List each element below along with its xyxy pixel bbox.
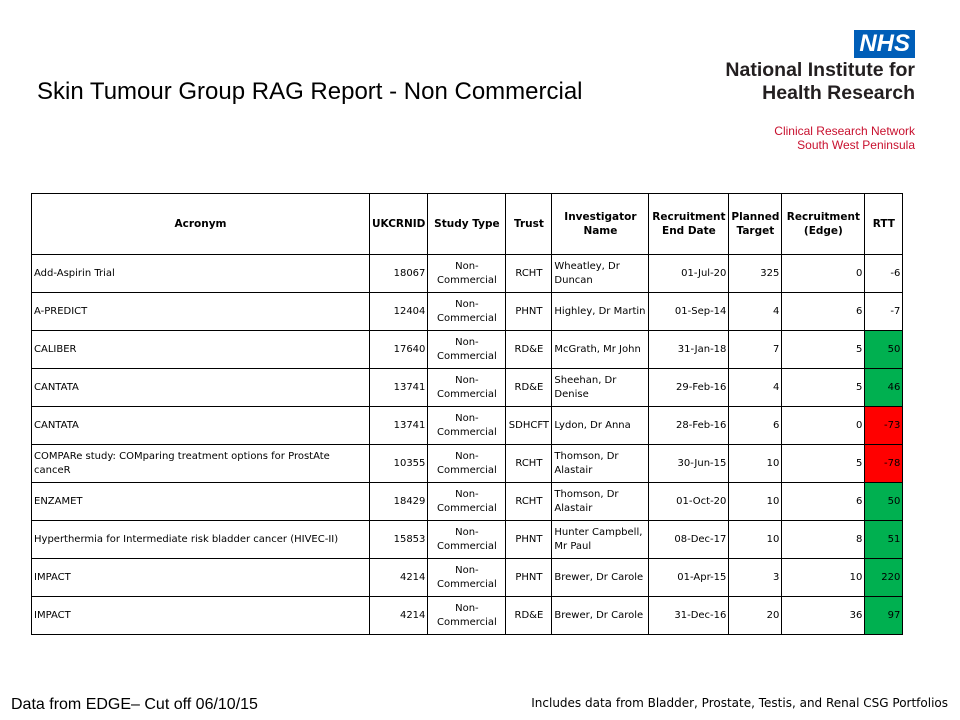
cell-end-date: 29-Feb-16 [649,369,729,407]
cell-end-date: 01-Apr-15 [649,559,729,597]
cell-study-type: Non-Commercial [428,445,506,483]
cell-trust: PHNT [506,293,552,331]
cell-investigator: Brewer, Dr Carole [552,559,649,597]
cell-planned-target: 7 [729,331,782,369]
cell-study-type: Non-Commercial [428,597,506,635]
cell-recruitment: 5 [782,331,865,369]
cell-ukcrnid: 13741 [370,369,428,407]
cell-rtt: 50 [865,331,903,369]
header-trust: Trust [506,194,552,255]
nihr-logo [703,24,941,184]
cell-study-type: Non-Commercial [428,521,506,559]
table-row [32,445,903,483]
cell-trust: RD&E [506,331,552,369]
cell-acronym: IMPACT [32,559,370,597]
cell-ukcrnid: 13741 [370,407,428,445]
cell-investigator: Lydon, Dr Anna [552,407,649,445]
cell-investigator: Highley, Dr Martin [552,293,649,331]
cell-rtt: 97 [865,597,903,635]
cell-investigator: Brewer, Dr Carole [552,597,649,635]
cell-study-type: Non-Commercial [428,559,506,597]
cell-study-type: Non-Commercial [428,483,506,521]
cell-trust: SDHCFT [506,407,552,445]
cell-ukcrnid: 10355 [370,445,428,483]
header-rtt: RTT [865,194,903,255]
cell-planned-target: 3 [729,559,782,597]
cell-acronym: Hyperthermia for Intermediate risk bladder cancer (HIVEC-II) [32,521,370,559]
table-header-row [32,194,903,255]
cell-study-type: Non-Commercial [428,407,506,445]
cell-rtt: -7 [865,293,903,331]
cell-planned-target: 10 [729,521,782,559]
cell-investigator: Thomson, Dr Alastair [552,483,649,521]
portfolio-note: Includes data from Bladder, Prostate, Testis, and Renal CSG Portfolios [531,696,948,710]
cell-trust: RD&E [506,369,552,407]
cell-acronym: ENZAMET [32,483,370,521]
cell-planned-target: 4 [729,293,782,331]
cell-study-type: Non-Commercial [428,255,506,293]
table-body [32,255,903,635]
header-ukcrnid: UKCRNID [370,194,428,255]
cell-recruitment: 0 [782,255,865,293]
cell-end-date: 01-Oct-20 [649,483,729,521]
cell-recruitment: 5 [782,445,865,483]
cell-study-type: Non-Commercial [428,293,506,331]
cell-planned-target: 10 [729,445,782,483]
cell-acronym: A-PREDICT [32,293,370,331]
cell-end-date: 01-Sep-14 [649,293,729,331]
cell-investigator: McGrath, Mr John [552,331,649,369]
cell-recruitment: 36 [782,597,865,635]
header-acronym: Acronym [32,194,370,255]
cell-rtt: -78 [865,445,903,483]
header-study-type: Study Type [428,194,506,255]
cell-ukcrnid: 17640 [370,331,428,369]
cell-recruitment: 0 [782,407,865,445]
cell-rtt: -6 [865,255,903,293]
table-row [32,483,903,521]
cell-end-date: 31-Dec-16 [649,597,729,635]
cell-rtt: 50 [865,483,903,521]
cell-trust: RCHT [506,483,552,521]
table-row [32,407,903,445]
cell-rtt: 46 [865,369,903,407]
cell-study-type: Non-Commercial [428,369,506,407]
cell-recruitment: 6 [782,293,865,331]
table-row [32,369,903,407]
nhs-logo: NHS [854,30,915,58]
cell-end-date: 31-Jan-18 [649,331,729,369]
logo-line-4: South West Peninsula [797,138,915,152]
cell-investigator: Wheatley, Dr Duncan [552,255,649,293]
page-title: Skin Tumour Group RAG Report - Non Commercial [37,78,583,105]
cell-trust: RD&E [506,597,552,635]
cell-investigator: Sheehan, Dr Denise [552,369,649,407]
table-row [32,331,903,369]
cell-trust: PHNT [506,521,552,559]
table-row [32,521,903,559]
data-source-note: Data from EDGE– Cut off 06/10/15 [11,696,258,713]
header-recruitment-edge: Recruitment (Edge) [782,194,865,255]
cell-ukcrnid: 15853 [370,521,428,559]
cell-end-date: 28-Feb-16 [649,407,729,445]
cell-acronym: CANTATA [32,369,370,407]
cell-planned-target: 20 [729,597,782,635]
cell-ukcrnid: 4214 [370,559,428,597]
cell-end-date: 08-Dec-17 [649,521,729,559]
cell-planned-target: 10 [729,483,782,521]
cell-planned-target: 6 [729,407,782,445]
cell-acronym: CANTATA [32,407,370,445]
logo-line-2: Health Research [762,82,915,104]
table-row [32,293,903,331]
cell-end-date: 30-Jun-15 [649,445,729,483]
rag-report-table [31,193,903,635]
cell-recruitment: 10 [782,559,865,597]
logo-line-1: National Institute for [725,59,915,81]
cell-recruitment: 5 [782,369,865,407]
cell-trust: PHNT [506,559,552,597]
cell-trust: RCHT [506,445,552,483]
cell-recruitment: 6 [782,483,865,521]
cell-ukcrnid: 18429 [370,483,428,521]
header-investigator-name: Investigator Name [552,194,649,255]
cell-study-type: Non-Commercial [428,331,506,369]
cell-ukcrnid: 18067 [370,255,428,293]
table-row [32,597,903,635]
cell-acronym: IMPACT [32,597,370,635]
cell-investigator: Hunter Campbell, Mr Paul [552,521,649,559]
header-planned-target: Planned Target [729,194,782,255]
cell-end-date: 01-Jul-20 [649,255,729,293]
cell-acronym: CALIBER [32,331,370,369]
cell-ukcrnid: 4214 [370,597,428,635]
cell-rtt: 51 [865,521,903,559]
cell-ukcrnid: 12404 [370,293,428,331]
cell-rtt: -73 [865,407,903,445]
cell-trust: RCHT [506,255,552,293]
cell-acronym: Add-Aspirin Trial [32,255,370,293]
cell-rtt: 220 [865,559,903,597]
cell-planned-target: 4 [729,369,782,407]
cell-investigator: Thomson, Dr Alastair [552,445,649,483]
header-recruitment-end-date: Recruitment End Date [649,194,729,255]
table-row [32,559,903,597]
table-row [32,255,903,293]
cell-acronym: COMPARe study: COMparing treatment options for ProstAte canceR [32,445,370,483]
logo-line-3: Clinical Research Network [774,124,915,138]
cell-recruitment: 8 [782,521,865,559]
cell-planned-target: 325 [729,255,782,293]
